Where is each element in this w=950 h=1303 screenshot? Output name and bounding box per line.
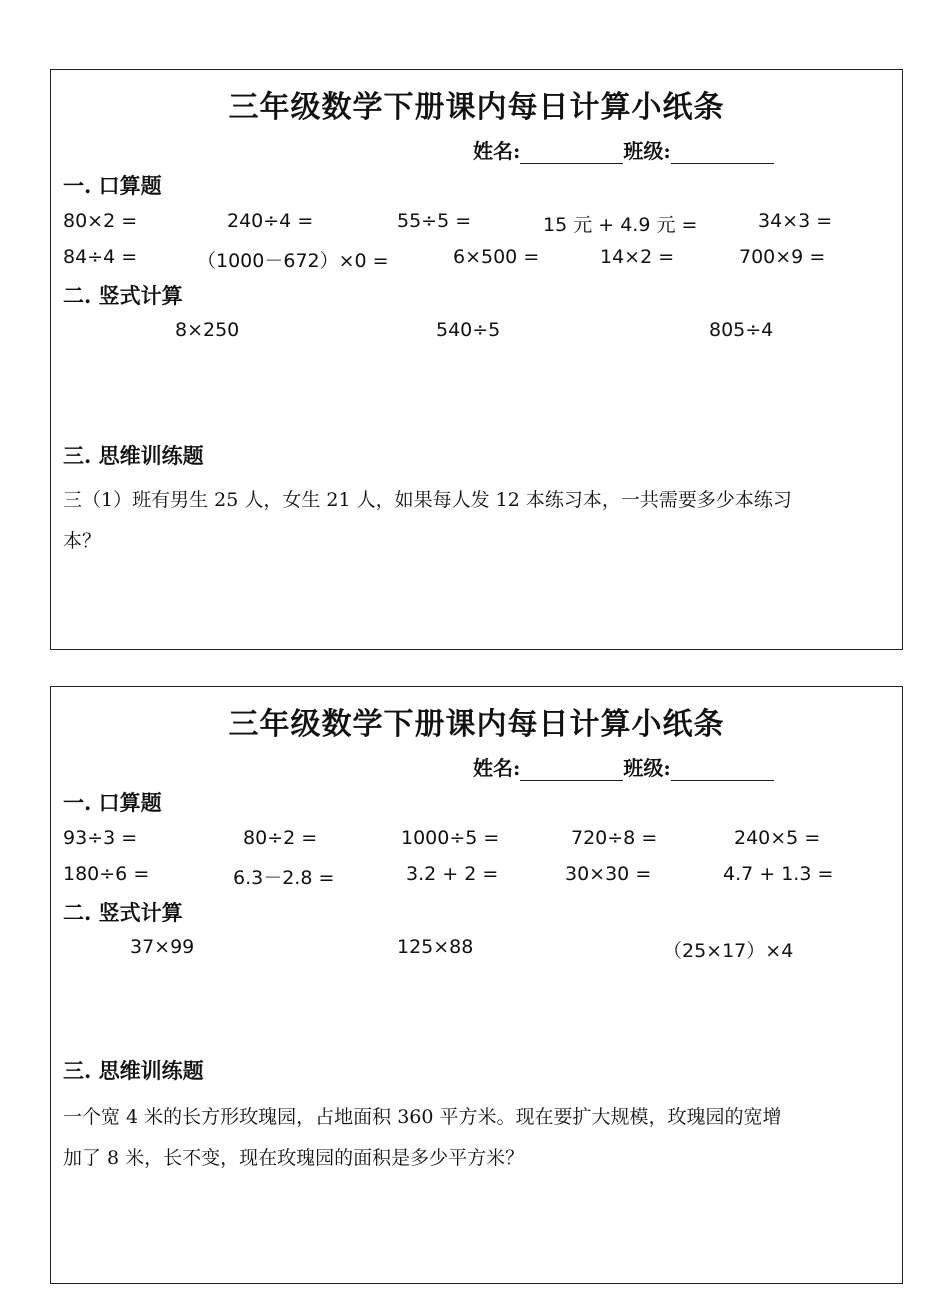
vertical-problem: 8×250: [175, 319, 240, 341]
oral-problem: 4.7 + 1.3 =: [723, 863, 834, 885]
word-problem-line: 一个宽 4 米的长方形玫瑰园，占地面积 360 平方米。现在要扩大规模，玫瑰园的宽增: [63, 1106, 782, 1128]
word-problem: [63, 1097, 892, 1179]
oral-problem: 93÷3 =: [63, 827, 138, 849]
class-blank[interactable]: [671, 758, 774, 781]
vertical-problem: 125×88: [397, 936, 474, 958]
oral-calc-row-2: [63, 863, 902, 889]
section-thinking-title: 三. 思维训练题: [63, 443, 204, 468]
word-problem: [63, 480, 892, 562]
oral-problem: 84÷4 =: [63, 246, 138, 268]
worksheet-title: 三年级数学下册课内每日计算小纸条: [228, 90, 725, 125]
oral-problem: 240×5 =: [734, 827, 821, 849]
worksheet-title: 三年级数学下册课内每日计算小纸条: [228, 707, 725, 742]
oral-problem: 6×500 =: [453, 246, 540, 268]
worksheet-card-1: [50, 69, 903, 650]
word-problem-line: 加了 8 米，长不变，现在玫瑰园的面积是多少平方米？: [63, 1147, 525, 1169]
vertical-calc-row: [63, 936, 902, 962]
name-class-row: [473, 135, 774, 164]
oral-calc-row-1: [63, 827, 902, 853]
name-blank[interactable]: [520, 141, 623, 164]
oral-calc-row-2: [63, 246, 902, 272]
oral-problem: 6.3－2.8 =: [233, 867, 335, 889]
oral-problem: 34×3 =: [758, 210, 833, 232]
word-problem-line: 三（1）班有男生 25 人，女生 21 人，如果每人发 12 本练习本，一共需要多少本练习: [63, 489, 792, 511]
oral-problem: 80÷2 =: [243, 827, 318, 849]
section-oral-calc-title: 一. 口算题: [63, 173, 162, 198]
oral-problem: 30×30 =: [565, 863, 652, 885]
oral-problem: 700×9 =: [739, 246, 826, 268]
name-label: 姓名:: [473, 756, 521, 780]
oral-problem: 80×2 =: [63, 210, 138, 232]
section-vertical-calc-title: 二. 竖式计算: [63, 283, 183, 308]
class-blank[interactable]: [671, 141, 774, 164]
oral-problem: 3.2 + 2 =: [406, 863, 499, 885]
vertical-problem: 805÷4: [709, 319, 774, 341]
oral-problem: 15 元 + 4.9 元 =: [543, 214, 698, 236]
oral-calc-row-1: [63, 210, 902, 236]
name-blank[interactable]: [520, 758, 623, 781]
worksheet-card-2: [50, 686, 903, 1284]
vertical-problem: 37×99: [130, 936, 195, 958]
section-oral-calc-title: 一. 口算题: [63, 790, 162, 815]
vertical-problem: 540÷5: [436, 319, 501, 341]
section-vertical-calc-title: 二. 竖式计算: [63, 900, 183, 925]
name-label: 姓名:: [473, 139, 521, 163]
oral-problem: 240÷4 =: [227, 210, 314, 232]
oral-problem: 720÷8 =: [571, 827, 658, 849]
class-label: 班级:: [623, 756, 671, 780]
class-label: 班级:: [623, 139, 671, 163]
word-problem-line: 本？: [63, 530, 102, 552]
oral-problem: 180÷6 =: [63, 863, 150, 885]
oral-problem: 14×2 =: [600, 246, 675, 268]
name-class-row: [473, 752, 774, 781]
section-thinking-title: 三. 思维训练题: [63, 1058, 204, 1083]
vertical-calc-row: [63, 319, 902, 345]
oral-problem: 55÷5 =: [397, 210, 472, 232]
vertical-problem: （25×17）×4: [663, 940, 794, 962]
oral-problem: 1000÷5 =: [401, 827, 500, 849]
oral-problem: （1000－672）×0 =: [197, 250, 389, 272]
